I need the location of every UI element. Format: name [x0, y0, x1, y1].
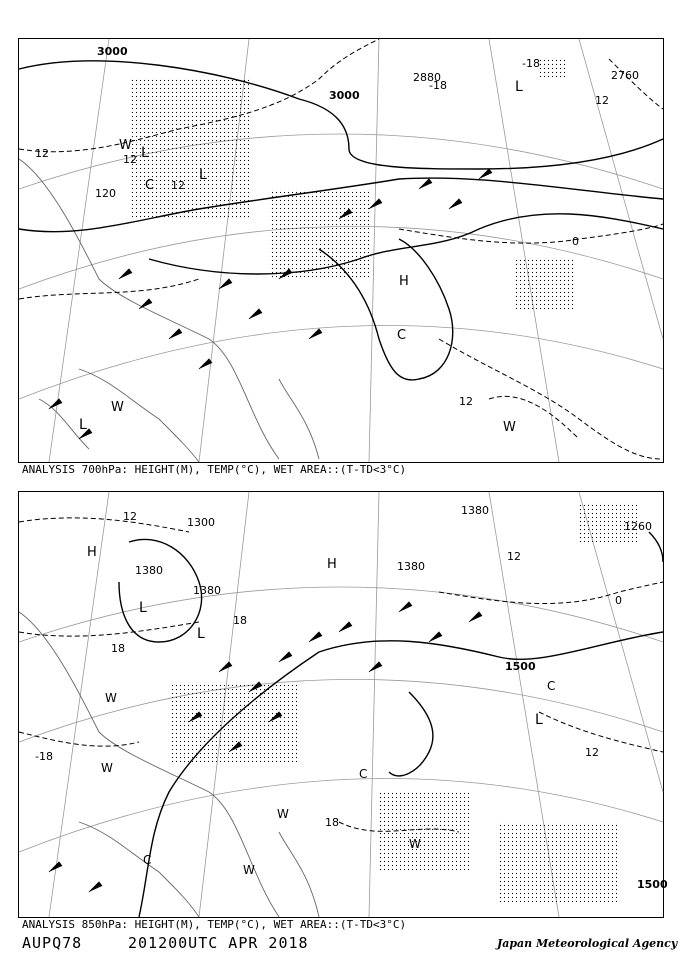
warm-center: W	[105, 691, 117, 705]
contour-label: 1500	[637, 878, 668, 891]
isotherm-label: 18	[233, 614, 247, 627]
contour-label: 1380	[193, 584, 221, 597]
cold-center: C	[397, 328, 407, 343]
map-700hpa-svg	[19, 39, 663, 462]
cold-center: C	[143, 853, 152, 867]
low-center: L	[515, 79, 523, 95]
isotherm-label: 18	[325, 816, 339, 829]
high-center: H	[399, 274, 409, 289]
isotherm-label: 0	[572, 235, 579, 248]
cold-center: C	[547, 679, 556, 693]
isotherm-label: 12	[35, 147, 49, 160]
contour-label: 1380	[135, 564, 163, 577]
warm-center: W	[119, 138, 132, 153]
contour-label: 3000	[97, 45, 128, 58]
contour-label: 1300	[187, 516, 215, 529]
isotherm-label: 12	[507, 550, 521, 563]
warm-center: W	[503, 420, 516, 435]
isotherm-label: -18	[35, 750, 53, 763]
high-center: H	[87, 545, 97, 560]
warm-center: W	[243, 863, 255, 877]
contour-label: 2880	[413, 71, 441, 84]
isotherm-label: 12	[123, 510, 137, 523]
warm-center: W	[409, 837, 421, 851]
agency-name: Japan Meteorological Agency	[497, 937, 678, 950]
map-panel-700hpa	[18, 38, 664, 463]
panel-caption-700hpa: ANALYSIS 700hPa: HEIGHT(M), TEMP(°C), WET AREA::(T-TD<3°C)	[22, 463, 407, 476]
low-center: L	[199, 167, 207, 183]
warm-center: W	[101, 761, 113, 775]
isotherms	[19, 518, 663, 832]
panel-caption-850hpa: ANALYSIS 850hPa: HEIGHT(M), TEMP(°C), WET AREA::(T-TD<3°C)	[22, 918, 407, 931]
isotherm-label: 12	[459, 395, 473, 408]
isotherm-label: -18	[429, 79, 447, 92]
contour-label: 1260	[624, 520, 652, 533]
warm-center: W	[277, 807, 289, 821]
isotherm-label: 0	[615, 594, 622, 607]
isotherm-label: 12	[171, 179, 185, 192]
contour-label: 1500	[505, 660, 536, 673]
isotherm-label: 18	[111, 642, 125, 655]
cold-center: C	[145, 178, 155, 193]
low-center: L	[139, 600, 147, 616]
contour-label: 120	[95, 187, 116, 200]
contour-label: 1380	[397, 560, 425, 573]
isotherm-label: 12	[585, 746, 599, 759]
high-center: H	[327, 557, 337, 572]
low-center: L	[535, 712, 543, 728]
map-panel-850hpa	[18, 491, 668, 918]
low-center: L	[141, 145, 149, 161]
isotherm-label: -18	[522, 57, 540, 70]
isotherm-label: 12	[595, 94, 609, 107]
map-850hpa-svg	[19, 492, 668, 917]
valid-time: 201200UTC APR 2018	[128, 934, 309, 952]
low-center: L	[79, 417, 87, 433]
contour-label: 2760	[611, 69, 639, 82]
contour-label: 3000	[329, 89, 360, 102]
contour-label: 1380	[461, 504, 489, 517]
chart-code: AUPQ78	[22, 934, 83, 952]
coastline	[19, 612, 319, 917]
warm-center: W	[111, 400, 124, 415]
isotherm-label: 12	[123, 153, 137, 166]
low-center: L	[197, 626, 205, 642]
cold-center: C	[359, 767, 368, 781]
